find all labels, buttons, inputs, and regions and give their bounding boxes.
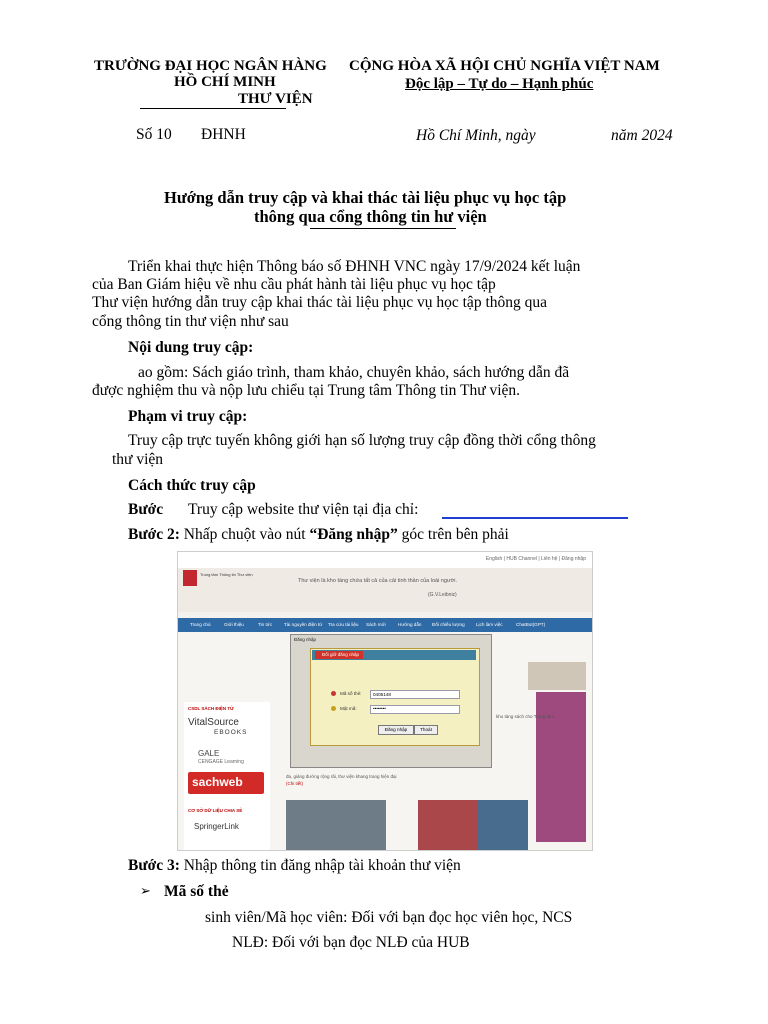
paragraph-3-line2: thư viện <box>112 451 164 468</box>
key-icon <box>331 706 336 711</box>
school-name-line2: HỒ CHÍ MINH <box>174 74 276 90</box>
login-dialog-title: Đăng nhập <box>294 637 317 642</box>
paragraph-2-line2: được nghiệm thu và nộp lưu chiểu tại Trung tâm Thông tin Thư viện. <box>92 382 521 399</box>
heading-method: Cách thức truy cập <box>128 477 256 494</box>
bullet-arrow-icon: ➢ <box>140 883 151 898</box>
shot-bg-text-2: đa, giảng đường rộng rãi, thư viện khang trang hiện đại <box>286 774 397 779</box>
shot-nav-item[interactable]: Lịch làm việc <box>476 622 503 627</box>
shot-top-links: English | HUB Channel | Liên hệ | Đăng nhập <box>485 556 586 562</box>
shot-nav-item[interactable]: Tài nguyên điện tử <box>284 622 323 627</box>
title-underline <box>310 228 456 229</box>
shot-nav-item[interactable]: Giới thiệu <box>224 622 244 627</box>
sachweb-logo: sachweb <box>192 775 243 789</box>
header-left-rule <box>140 108 286 109</box>
shot-logo-text: Trung tâm Thông tin Thư viện <box>200 572 253 577</box>
paragraph-1-line1: Triển khai thực hiện Thông báo số ĐHNH VNC ngày 17/9/2024 kết luận <box>128 258 581 275</box>
website-url-link[interactable] <box>442 517 628 519</box>
login-button[interactable]: Đăng nhập <box>378 725 414 735</box>
title-line2: thông qua cổng thông tin hư viện <box>254 207 487 226</box>
password-label: Mật mã: <box>340 706 357 711</box>
shot-bg-text-1: kho tàng sách cho Trung tâm <box>496 714 555 719</box>
springerlink-logo: SpringerLink <box>194 822 239 831</box>
national-title: CỘNG HÒA XÃ HỘI CHỦ NGHĨA VIỆT NAM <box>349 58 660 74</box>
step-3-text: Bước 3: Nhập thông tin đăng nhập tài khoản thư viện <box>128 857 461 874</box>
user-icon <box>331 691 336 696</box>
shot-right-banner <box>528 662 586 690</box>
shot-nav-item[interactable]: Tra cứu tài liệu <box>328 622 359 627</box>
bullet-line-1: sinh viên/Mã học viên: Đối với bạn đọc học viên học, NCS <box>205 909 573 926</box>
bullet-title: Mã số thẻ <box>164 883 229 900</box>
shot-nav-item[interactable]: Tin tức <box>258 622 273 627</box>
shot-side-title-2: CƠ SỞ DỮ LIỆU CHIA SẺ <box>188 808 243 813</box>
document-code: ĐHNH <box>201 126 246 143</box>
paragraph-1-line4: cổng thông tin thư viện như sau <box>92 313 289 330</box>
shot-nav-item[interactable]: Hướng dẫn <box>398 622 422 627</box>
heading-content: Nội dung truy cập: <box>128 339 254 356</box>
gale-sub: CENGAGE Learning <box>198 759 244 765</box>
shot-side-title-1: CSDL SÁCH ĐIỆN TỬ <box>188 706 234 711</box>
library-logo-icon <box>183 570 197 586</box>
national-motto: Độc lập – Tự do – Hạnh phúc <box>405 76 594 92</box>
place-date: Hồ Chí Minh, ngày <box>416 127 536 144</box>
paragraph-1-line2: của Ban Giám hiệu về nhu cầu phát hành tài liệu phục vụ học tập <box>92 276 496 293</box>
shot-nav-item[interactable]: Đối chiếu lượng <box>432 622 465 627</box>
login-screenshot <box>177 551 593 851</box>
shot-nav-item[interactable]: Sách mới <box>366 622 386 627</box>
step-2-text: Bước 2: Nhấp chuột vào nút “Đăng nhập” góc trên bên phải <box>128 526 509 543</box>
shot-nav-item[interactable]: ChatBot(GPT) <box>516 622 546 627</box>
card-number-input[interactable]: 0405148 <box>370 690 460 699</box>
gale-logo: GALE <box>198 749 220 758</box>
heading-scope: Phạm vi truy cập: <box>128 408 248 425</box>
document-year: năm 2024 <box>611 127 673 144</box>
step-1-label: Bước <box>128 501 164 518</box>
shot-quote-author: (G.V.Leibniz) <box>428 592 457 598</box>
paragraph-2-line1: ao gồm: Sách giáo trình, tham khảo, chuyên khảo, sách hướng dẫn đã <box>138 364 570 381</box>
shot-bg-text-3: (Chi tiết) <box>286 781 304 786</box>
bullet-line-2: NLĐ: Đối với bạn đọc NLĐ của HUB <box>232 934 470 951</box>
shot-quote: Thư viện là kho tàng chứa tất cả của cải tinh thần của loài người. <box>298 578 457 584</box>
paragraph-1-line3: Thư viện hướng dẫn truy cập khai thác tài liệu phục vụ học tập thông qua <box>92 294 548 311</box>
shot-photo-2 <box>418 800 478 850</box>
login-tab-label: Đối giữ đăng nhập <box>322 652 360 657</box>
shot-nav-item[interactable]: Trang chủ <box>190 622 211 627</box>
password-input[interactable]: •••••••• <box>370 705 460 714</box>
title-line1: Hướng dẫn truy cập và khai thác tài liệu phục vụ học tập <box>164 188 567 207</box>
exit-button[interactable]: Thoát <box>414 725 438 735</box>
department-name: THƯ VIỆN <box>238 91 313 107</box>
shot-photo-3 <box>478 800 528 850</box>
vitalsource-logo: VitalSource <box>188 717 239 728</box>
document-number: Số 10 <box>136 126 172 143</box>
shot-photo-building <box>286 800 386 850</box>
step-1-text: Truy cập website thư viện tại địa chỉ: <box>188 501 419 518</box>
paragraph-3-line1: Truy cập trực tuyến không giới hạn số lượng truy cập đồng thời cổng thông <box>128 432 596 449</box>
card-number-label: Mã số thẻ: <box>340 691 362 696</box>
school-name-line1: TRƯỜNG ĐẠI HỌC NGÂN HÀNG <box>94 58 327 74</box>
ebooks-logo: EBOOKS <box>214 729 248 736</box>
